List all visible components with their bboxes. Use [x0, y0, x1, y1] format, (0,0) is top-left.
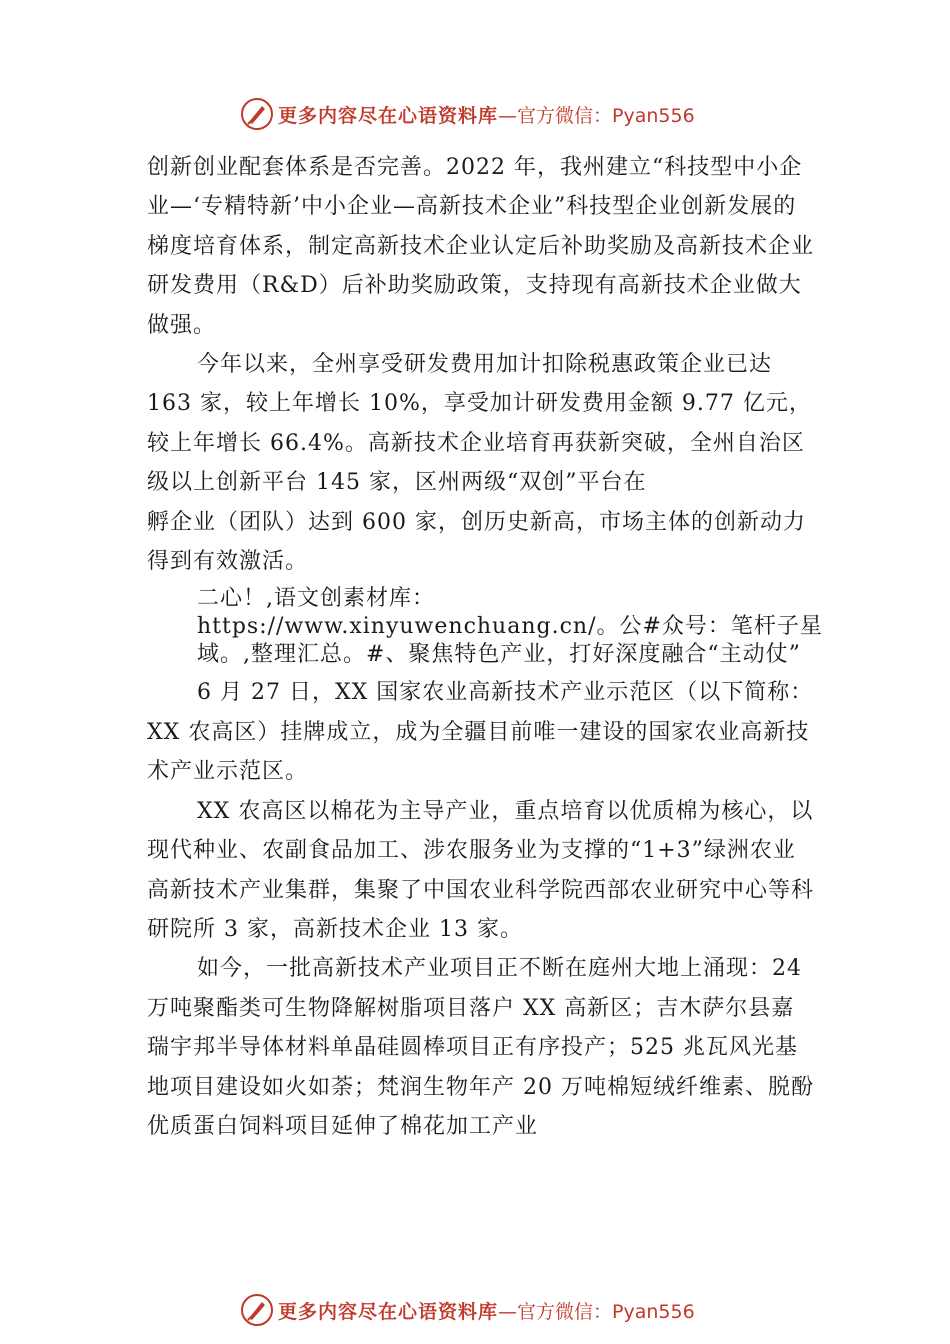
quill-logo-icon	[240, 97, 274, 131]
paragraph: 创新创业配套体系是否完善。2022 年，我州建立“科技型中小企业—‘专精特新’中小企业—高新技术企业”科技型企业创新发展的梯度培育体系，制定高新技术企业认定后补助奖励及高新技术企业研发费用（R&D）后补助奖励政策，支持现有高新技术企业做大做强。	[147, 155, 815, 338]
header-banner	[240, 96, 695, 132]
banner-contact: —官方微信：Pyan556	[498, 104, 695, 127]
watermark-note: 二心！,语文创素材库：https://www.xinyuwenchuang.cn/。公#众号：笔杆子星域。,整理汇总。#、聚焦特色产业，打好深度融合“主动仗”	[197, 586, 823, 668]
banner-brand: 更多内容尽在心语资料库	[278, 1300, 499, 1323]
paragraph: 今年以来，全州享受研发费用加计扣除税惠政策企业已达 163 家，较上年增长 10%，享受加计研发费用金额 9.77 亿元，较上年增长 66.4%。高新技术企业培育再获新突破，全州自治区级以上创新平台 145 家，区州两级“双创”平台在	[147, 352, 812, 496]
paragraph: 如今，一批高新技术产业项目正不断在庭州大地上涌现：24 万吨聚酯类可生物降解树脂项目落户 XX 高新区；吉木萨尔县嘉瑞宇邦半导体材料单晶硅圆棒项目正有序投产；525 兆瓦风光基地项目建设如火如荼；梵润生物年产 20 万吨棉短绒纤维素、脱酚优质蛋白饲料项目延伸了棉花加工产业	[147, 956, 814, 1139]
banner-brand: 更多内容尽在心语资料库	[278, 104, 499, 127]
paragraph: 6 月 27 日，XX 国家农业高新技术产业示范区（以下简称：XX 农高区）挂牌成立，成为全疆目前唯一建设的国家农业高新技术产业示范区。	[147, 680, 814, 785]
footer-banner	[240, 1292, 695, 1328]
paragraph: XX 农高区以棉花为主导产业，重点培育以优质棉为核心，以现代种业、农副食品加工、涉农服务业为支撑的“1+3”绿洲农业高新技术产业集群，集聚了中国农业科学院西部农业研究中心等科研院所 3 家，高新技术企业 13 家。	[147, 798, 815, 942]
banner-contact: —官方微信：Pyan556	[498, 1300, 695, 1323]
document-body	[147, 148, 823, 1146]
quill-logo-icon	[240, 1293, 274, 1327]
paragraph: 孵企业（团队）达到 600 家，创历史新高，市场主体的创新动力得到有效激活。	[147, 509, 806, 575]
